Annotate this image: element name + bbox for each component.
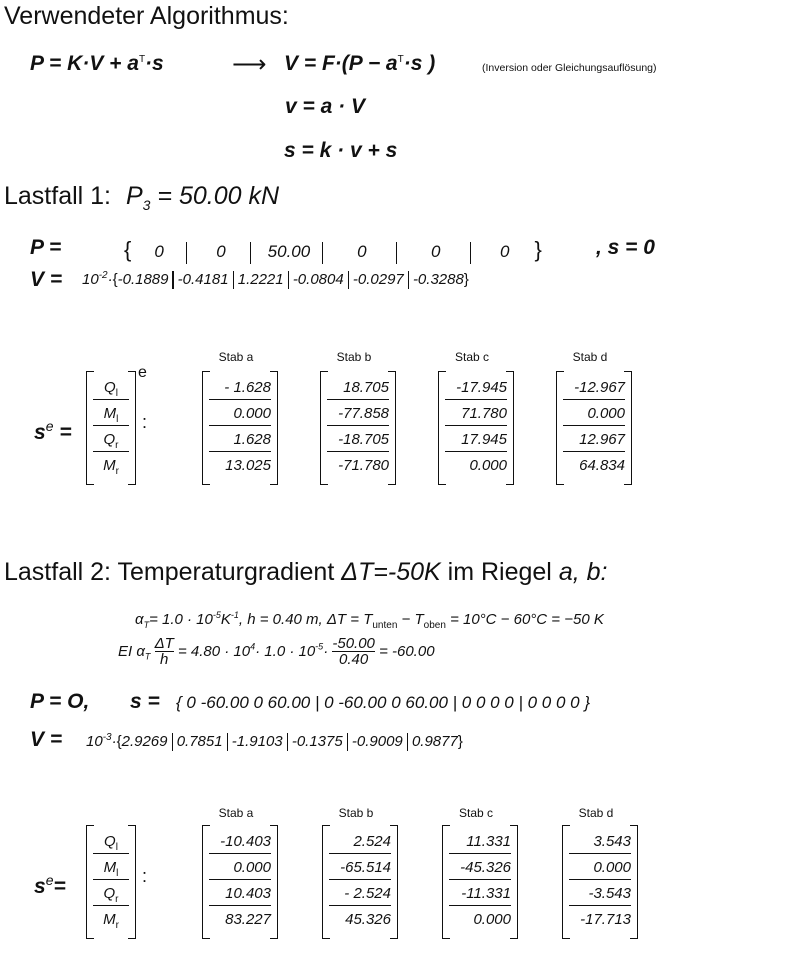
lf1-P-2: 50.00 xyxy=(267,242,311,261)
lf2-line2-e: = -60.00 xyxy=(379,643,435,660)
lf1-heading-rest: = 50.00 kN xyxy=(157,182,280,210)
matrix-cell: -17.713 xyxy=(580,911,631,928)
column-title: Stab d xyxy=(572,350,608,364)
lf2-line1-a: = 1.0 · 10 xyxy=(149,611,213,628)
matrix-cell: -77.858 xyxy=(327,402,389,426)
matrix-cell: 64.834 xyxy=(579,457,625,474)
lf2-fraction-2 xyxy=(332,636,375,667)
row-label: $M_r$ xyxy=(103,457,119,477)
column-title: Stab b xyxy=(338,806,374,820)
matrix-cell: -17.945 xyxy=(445,376,507,400)
matrix-cell: -11.331 xyxy=(449,882,511,906)
lf2-P-label: P = O, xyxy=(30,690,90,713)
lastfall2-label-matrix xyxy=(86,826,136,938)
matrix-cell: - 2.524 xyxy=(329,882,391,906)
lastfall-2-heading xyxy=(4,558,607,587)
algorithm-heading: Verwendeter Algorithmus: xyxy=(4,2,289,30)
column-title: Stab b xyxy=(336,350,372,364)
lf2-frac1-num: ΔT xyxy=(154,635,174,652)
column-title: Stab c xyxy=(458,806,494,820)
result-matrix xyxy=(202,372,278,484)
eq1-left-tail: ·s xyxy=(145,52,164,75)
row-label: $M_r$ xyxy=(103,911,119,931)
matrix-cell: -71.780 xyxy=(338,457,389,474)
lf2-parameter-line xyxy=(135,610,604,631)
lf1-P-1: 0 xyxy=(216,242,226,261)
lf1-V-4: -0.0297 xyxy=(352,271,404,288)
matrix-cell: 0.000 xyxy=(569,856,631,880)
row-label: $Q_r$ xyxy=(93,882,129,906)
matrix-colon: : xyxy=(142,866,148,886)
lf2-heading-prefix: Lastfall 2: Temperaturgradient xyxy=(4,558,335,586)
lf2-heading-delta: ΔT=-50K xyxy=(341,558,441,586)
lf2-ei-sub: T xyxy=(144,651,151,662)
matrix-cell: 3.543 xyxy=(569,830,631,854)
equation-1-left xyxy=(30,52,164,76)
eq1-left-sup: T xyxy=(138,54,146,65)
result-matrix xyxy=(322,826,398,938)
lf2-line2-exp2: -5 xyxy=(315,641,324,652)
lf1-P-5: 0 xyxy=(499,242,510,261)
lf2-alpha: α xyxy=(135,611,144,628)
lf2-heading-mid: im Riegel xyxy=(447,558,552,586)
equation-1-right xyxy=(284,52,435,76)
lf1-P-0: 0 xyxy=(154,242,164,261)
matrix-cell: 17.945 xyxy=(445,428,507,452)
lf2-V-vector: $10^{-3}\cdot\{2.9269$ 0.7851 -1.9103 -0.1375 -0.9009 0.9877} xyxy=(86,732,463,750)
lf2-frac2-den: 0.40 xyxy=(339,651,369,668)
lf2-line2-c: · 1.0 · 10 xyxy=(255,643,316,660)
lf1-V-0: -0.1889 xyxy=(117,271,169,288)
lf2-heading-end: a, b: xyxy=(558,558,608,586)
lf2-se-label: $s^e=$ xyxy=(34,872,66,898)
lf2-line1-sub-oben: oben xyxy=(423,620,446,631)
lf1-V-label: V = xyxy=(30,268,63,291)
matrix-cell: 11.331 xyxy=(449,830,511,854)
lastfall1-label-matrix xyxy=(86,372,136,484)
lf2-s0-values: { 0 -60.00 0 60.00 | 0 -60.00 0 60.00 | 0 0 0 0 | 0 0 0 0 } xyxy=(176,693,591,712)
row-label: $Q_l$ xyxy=(93,830,129,854)
lf2-line1-d: − T xyxy=(397,611,424,628)
lf2-line2-d: · xyxy=(323,643,329,660)
result-matrix xyxy=(438,372,514,484)
lf2-line1-c: , h = 0.40 m, ΔT = T xyxy=(238,611,373,628)
lf2-V-1: 0.7851 xyxy=(176,733,223,750)
equation-3: s = k · v + s xyxy=(284,139,398,162)
lf2-V-0: 2.9269 xyxy=(121,733,168,750)
matrix-cell: 45.326 xyxy=(345,911,391,928)
arrow-icon: ⟶ xyxy=(232,51,267,78)
matrix-cell: 0.000 xyxy=(563,402,625,426)
matrix-cell: -10.403 xyxy=(209,830,271,854)
eq1-right-main: V = F·(P − a xyxy=(284,52,398,75)
matrix-cell: -45.326 xyxy=(449,856,511,880)
matrix-cell: - 1.628 xyxy=(209,376,271,400)
matrix-cell: 18.705 xyxy=(327,376,389,400)
matrix-cell: 12.967 xyxy=(563,428,625,452)
lf2-V-3: -0.1375 xyxy=(291,733,343,750)
result-matrix xyxy=(556,372,632,484)
matrix-cell: 0.000 xyxy=(209,856,271,880)
matrix-cell: 0.000 xyxy=(473,911,511,928)
lf2-V-factor: 10 xyxy=(86,733,103,750)
matrix-cell: 0.000 xyxy=(469,457,507,474)
lf2-V-2: -1.9103 xyxy=(231,733,283,750)
lf1-V-vector: $10^{-2}\cdot\{-0.1889$ -0.4181 1.2221 -0.0804 -0.0297 -0.3288} xyxy=(82,270,469,288)
lastfall-1-heading xyxy=(4,182,279,213)
matrix-cell: 2.524 xyxy=(329,830,391,854)
matrix-cell: -12.967 xyxy=(563,376,625,400)
column-title: Stab d xyxy=(578,806,614,820)
lf2-line2-b: = 4.80 · 10 xyxy=(177,643,251,660)
eq1-right-tail: ·s ) xyxy=(403,52,436,75)
lf2-line1-exp2: -1 xyxy=(230,610,239,620)
eq1-left-main: P = K·V + a xyxy=(30,52,139,75)
lf1-V-2: 1.2221 xyxy=(237,271,284,288)
lf1-heading-prefix: Lastfall 1: xyxy=(4,182,112,210)
lf1-se-sup: e xyxy=(45,418,54,434)
result-matrix xyxy=(442,826,518,938)
lf1-heading-value: P xyxy=(125,182,143,210)
lf1-V-5: -0.3288 xyxy=(412,271,464,288)
matrix-cell: 10.403 xyxy=(209,882,271,906)
row-label: $M_l$ xyxy=(93,402,129,426)
lf2-line2-exp: 4 xyxy=(250,641,256,652)
lf2-ei-line xyxy=(118,636,435,670)
lf1-P-3: 0 xyxy=(357,242,367,261)
bracket-superscript: e xyxy=(138,364,147,381)
lf2-se-symbol: s xyxy=(34,875,46,898)
lf1-V-exp: -2 xyxy=(98,270,108,281)
matrix-colon: : xyxy=(142,412,148,432)
result-matrix xyxy=(562,826,638,938)
lf2-se-sup: e xyxy=(45,872,54,888)
lf2-s0-label: s = xyxy=(130,690,160,713)
lf2-frac1-den: h xyxy=(160,651,169,668)
equation-1-note: (Inversion oder Gleichungsauflösung) xyxy=(482,62,657,74)
lf2-line1-e: = 10°C − 60°C = −50 K xyxy=(445,611,604,628)
lf1-s0-label: , s = 0 xyxy=(596,236,655,259)
equation-2: v = a · V xyxy=(285,95,365,118)
matrix-cell: -18.705 xyxy=(327,428,389,452)
lf2-line1-b: K xyxy=(220,611,231,628)
row-label: $M_l$ xyxy=(93,856,129,880)
lf2-frac2-num: -50.00 xyxy=(332,635,375,652)
matrix-cell: 71.780 xyxy=(445,402,507,426)
lf2-V-label: V = xyxy=(30,728,63,751)
lf2-V-exp: -3 xyxy=(102,732,112,743)
lf1-V-factor: 10 xyxy=(82,271,99,288)
row-label: $Q_l$ xyxy=(93,376,129,400)
column-title: Stab a xyxy=(218,350,254,364)
result-matrix xyxy=(202,826,278,938)
lf1-P-vector: { 0 0 50.00 0 0 0 } xyxy=(124,237,542,262)
lf2-V-5: 0.9877 xyxy=(411,733,458,750)
result-matrix xyxy=(320,372,396,484)
lf2-alpha-sub: T xyxy=(143,620,150,630)
eq1-right-sup: T xyxy=(397,54,404,65)
lf1-P-4: 0 xyxy=(431,242,441,261)
lf1-se-label: $s^e$ = xyxy=(34,418,72,444)
lf2-ei: EI α xyxy=(118,643,145,660)
lf2-V-4: -0.9009 xyxy=(351,733,403,750)
column-title: Stab a xyxy=(218,806,254,820)
lf1-P-label: P = xyxy=(30,236,62,259)
lf1-V-1: -0.4181 xyxy=(177,271,229,288)
lf1-V-3: -0.0804 xyxy=(292,271,344,288)
lf2-line1-sub-unten: unten xyxy=(372,620,398,631)
matrix-cell: 1.628 xyxy=(209,428,271,452)
lf1-se-symbol: s xyxy=(34,421,46,444)
matrix-cell: 13.025 xyxy=(225,457,271,474)
matrix-cell: 0.000 xyxy=(209,402,271,426)
matrix-cell: -3.543 xyxy=(569,882,631,906)
matrix-cell: -65.514 xyxy=(329,856,391,880)
lf2-line1-exp: -5 xyxy=(212,610,221,620)
lf2-fraction-1 xyxy=(155,636,174,667)
lf1-heading-sub: 3 xyxy=(142,197,151,213)
row-label: $Q_r$ xyxy=(93,428,129,452)
column-title: Stab c xyxy=(454,350,490,364)
matrix-cell: 83.227 xyxy=(225,911,271,928)
